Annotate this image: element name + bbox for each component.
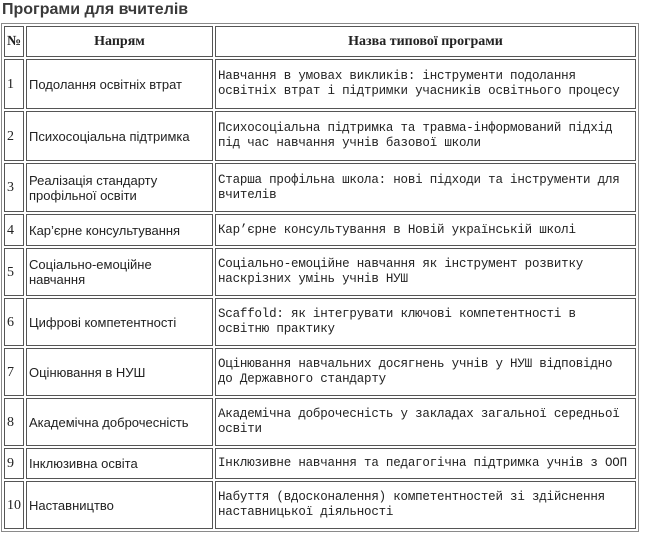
row-direction: Подолання освітніх втрат — [26, 59, 213, 109]
page-title: Програми для вчителів — [2, 1, 189, 18]
row-direction: Академічна доброчесність — [26, 398, 213, 446]
table-row — [4, 481, 636, 529]
table-row — [4, 298, 636, 346]
row-number: 8 — [4, 398, 24, 446]
row-program: Академічна доброчесність у закладах загальної середньої освіти — [215, 398, 636, 446]
row-number: 1 — [4, 59, 24, 109]
programs-table — [1, 23, 639, 532]
row-program: Оцінювання навчальних досягнень учнів у НУШ відповідно до Державного стандарту — [215, 348, 636, 396]
row-direction: Інклюзивна освіта — [26, 448, 213, 479]
row-number: 5 — [4, 248, 24, 296]
table-row — [4, 59, 636, 109]
row-direction: Соціально-емоційне навчання — [26, 248, 213, 296]
row-program: Scaffold: як інтегрувати ключові компетентності в освітню практику — [215, 298, 636, 346]
row-program: Інклюзивне навчання та педагогічна підтримка учнів з ООП — [215, 448, 636, 479]
table-row — [4, 248, 636, 296]
table-header-row — [4, 26, 636, 57]
table-row — [4, 214, 636, 246]
row-direction: Психосоціальна підтримка — [26, 111, 213, 161]
row-direction: Наставництво — [26, 481, 213, 529]
table-row — [4, 163, 636, 212]
header-direction: Напрям — [26, 26, 213, 57]
row-number: 3 — [4, 163, 24, 212]
row-number: 6 — [4, 298, 24, 346]
row-number: 7 — [4, 348, 24, 396]
row-direction: Реалізація стандарту профільної освіти — [26, 163, 213, 212]
table-row — [4, 348, 636, 396]
row-direction: Оцінювання в НУШ — [26, 348, 213, 396]
table-row — [4, 448, 636, 479]
header-number: № — [4, 26, 24, 57]
row-number: 9 — [4, 448, 24, 479]
table-row — [4, 398, 636, 446]
row-direction: Цифрові компетентності — [26, 298, 213, 346]
row-direction: Кар’єрне консультування — [26, 214, 213, 246]
row-number: 4 — [4, 214, 24, 246]
row-number: 10 — [4, 481, 24, 529]
row-program: Навчання в умовах викликів: інструменти подолання освітніх втрат і підтримки учасників освітнього процесу — [215, 59, 636, 109]
row-program: Старша профільна школа: нові підходи та інструменти для вчителів — [215, 163, 636, 212]
row-program: Кар’єрне консультування в Новій українській школі — [215, 214, 636, 246]
row-number: 2 — [4, 111, 24, 161]
table-row — [4, 111, 636, 161]
row-program: Соціально-емоційне навчання як інструмент розвитку наскрізних умінь учнів НУШ — [215, 248, 636, 296]
row-program: Психосоціальна підтримка та травма-інформований підхід під час навчання учнів базової школи — [215, 111, 636, 161]
row-program: Набуття (вдосконалення) компетентностей зі здійснення наставницької діяльності — [215, 481, 636, 529]
header-program: Назва типової програми — [215, 26, 636, 57]
